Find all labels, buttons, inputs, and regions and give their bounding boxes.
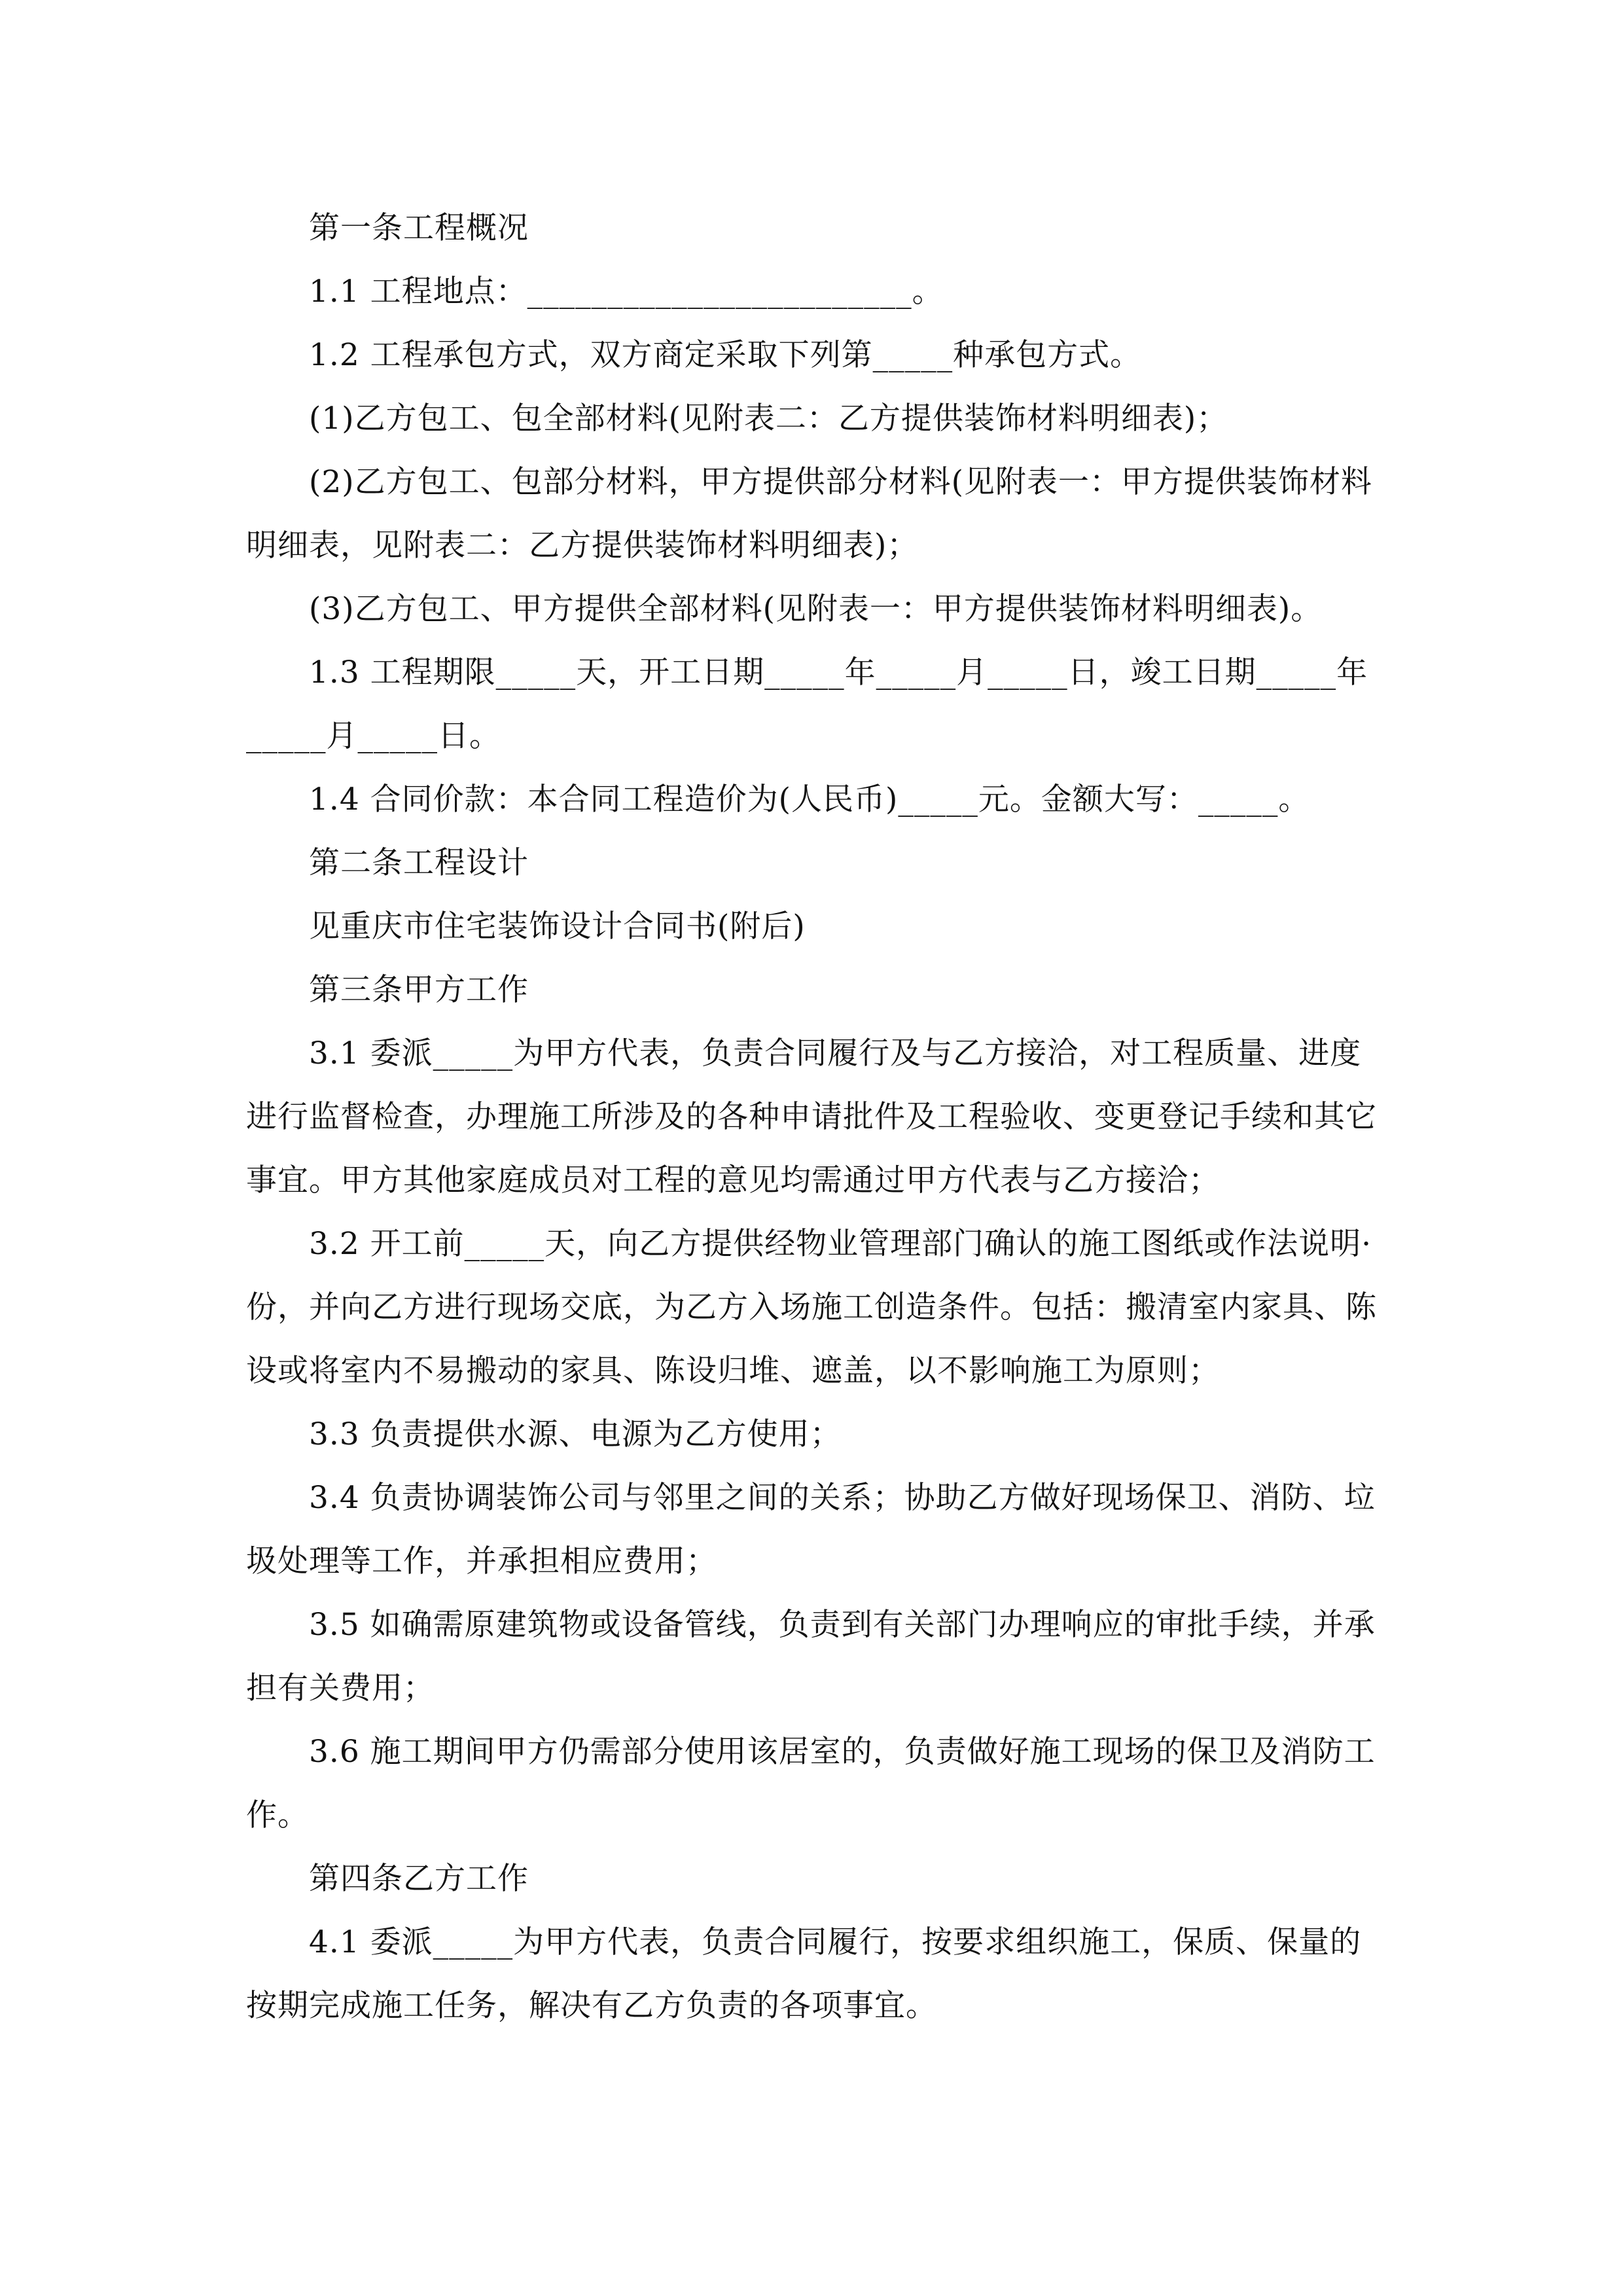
clause-3-2: 3.2 开工前_____天，向乙方提供经物业管理部门确认的施工图纸或作法说明·份，并向乙方进行现场交底，为乙方入场施工创造条件。包括：搬清室内家具、陈设或将室内不易搬动的家具、陈设归堆、遮盖，以不影响施工为原则； <box>246 1226 1377 1389</box>
section-heading-1: 第一条工程概况 <box>309 210 529 246</box>
clause-1-2-contract-method: 1.2 工程承包方式，双方商定采取下列第_____种承包方式。 <box>309 337 1142 373</box>
clause-1-2-option-2: (2)乙方包工、包部分材料，甲方提供部分材料(见附表一：甲方提供装饰材料明细表，见附表二：乙方提供装饰材料明细表)； <box>246 464 1372 564</box>
section-heading-2: 第二条工程设计 <box>309 845 529 881</box>
clause-1-2-option-3: (3)乙方包工、甲方提供全部材料(见附表一：甲方提供装饰材料明细表)。 <box>309 591 1323 627</box>
clause-2-design-reference: 见重庆市住宅装饰设计合同书(附后) <box>309 908 806 944</box>
clause-3-1: 3.1 委派_____为甲方代表，负责合同履行及与乙方接洽，对工程质量、进度进行监督检查，办理施工所涉及的各种申请批件及工程验收、变更登记手续和其它事宜。甲方其他家庭成员对工程的意见均需通过甲方代表与乙方接洽； <box>246 1035 1377 1198</box>
clause-1-4-price: 1.4 合同价款：本合同工程造价为(人民币)_____元。金额大写：_____。 <box>309 781 1310 817</box>
clause-3-4: 3.4 负责协调装饰公司与邻里之间的关系；协助乙方做好现场保卫、消防、垃圾处理等工作，并承担相应费用； <box>246 1480 1376 1579</box>
clause-1-3-duration: 1.3 工程期限_____天，开工日期_____年_____月_____日，竣工日期_____年_____月_____日。 <box>246 655 1368 754</box>
section-heading-4: 第四条乙方工作 <box>309 1861 529 1897</box>
clause-3-5: 3.5 如确需原建筑物或设备管线，负责到有关部门办理响应的审批手续，并承担有关费用； <box>246 1607 1376 1706</box>
section-heading-3: 第三条甲方工作 <box>309 972 529 1008</box>
clause-3-6: 3.6 施工期间甲方仍需部分使用该居室的，负责做好施工现场的保卫及消防工作。 <box>246 1734 1376 1833</box>
clause-1-1-location: 1.1 工程地点：________________________。 <box>309 274 944 310</box>
clause-1-2-option-1: (1)乙方包工、包全部材料(见附表二：乙方提供装饰材料明细表)； <box>309 401 1228 437</box>
clause-4-1: 4.1 委派_____为甲方代表，负责合同履行，按要求组织施工，保质、保量的按期完成施工任务，解决有乙方负责的各项事宜。 <box>246 1924 1362 2024</box>
document-body <box>246 196 1378 2037</box>
clause-3-3: 3.3 负责提供水源、电源为乙方使用； <box>309 1416 842 1452</box>
